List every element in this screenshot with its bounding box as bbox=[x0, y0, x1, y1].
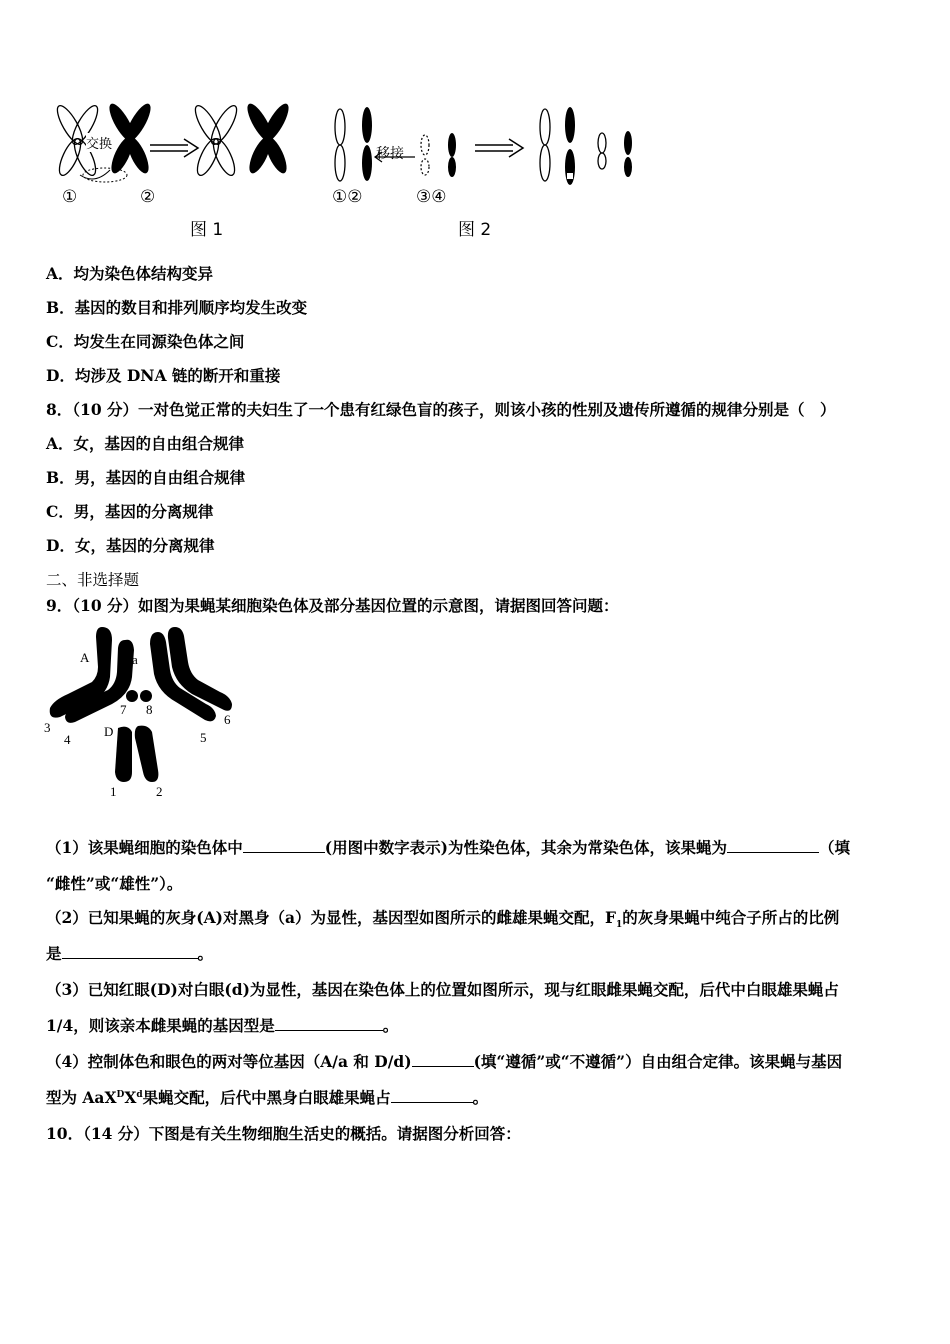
figure-2-caption: 图 2 bbox=[458, 220, 492, 240]
q7-option-b bbox=[46, 296, 307, 318]
q8-option-d bbox=[46, 534, 214, 556]
q9-part3-line1: （3）已知红眼(D)对白眼(d)为显性，基因在染色体上的位置如图所示，现与红眼雌果蝇交配，后代中白眼雄果蝇占 bbox=[46, 980, 839, 999]
text: 的灰身果蝇中纯合子所占的比例 bbox=[622, 908, 840, 927]
q9-part3-line2 bbox=[46, 1014, 398, 1036]
fly-chromosome-drawing bbox=[40, 622, 240, 802]
option-text: 均为染色体结构变异 bbox=[73, 264, 214, 283]
text: 型为 AaX bbox=[46, 1088, 117, 1107]
text: 。 bbox=[382, 1016, 399, 1035]
chromosome-number-2: 2 bbox=[156, 784, 163, 799]
superscript: D bbox=[116, 1089, 125, 1100]
q9-part2-line2 bbox=[46, 942, 213, 964]
chromosome-number-8: 8 bbox=[146, 702, 153, 717]
figure-1-number-1: ① bbox=[62, 187, 78, 207]
q8-option-a bbox=[46, 432, 244, 454]
gene-label-D: D bbox=[104, 724, 114, 739]
option-letter: D． bbox=[46, 536, 75, 555]
option-letter: A． bbox=[46, 434, 74, 453]
exchange-label: 交换 bbox=[86, 133, 112, 152]
figure-1-number-2: ② bbox=[140, 187, 156, 207]
option-letter: B． bbox=[46, 468, 75, 487]
gene-label-a: a bbox=[132, 652, 138, 667]
option-text: 均涉及 DNA 链的断开和重接 bbox=[74, 366, 281, 385]
answer-blank[interactable] bbox=[727, 838, 819, 853]
text: 是 bbox=[46, 944, 62, 963]
q7-option-a bbox=[46, 262, 213, 284]
q10-stem: 10．（14 分）下图是有关生物细胞生活史的概括。请据图分析回答： bbox=[46, 1124, 521, 1143]
text: 1/4，则该亲本雌果蝇的基因型是 bbox=[46, 1016, 275, 1035]
superscript: d bbox=[136, 1089, 143, 1100]
text: X bbox=[124, 1088, 137, 1107]
chromosome-number-5: 5 bbox=[200, 730, 207, 745]
q7-option-c bbox=[46, 330, 244, 352]
q8-option-c bbox=[46, 500, 213, 522]
q9-part1-line2: “雌性”或“雄性”）。 bbox=[46, 874, 183, 893]
chromosome-number-1: 1 bbox=[110, 784, 117, 799]
option-letter: D． bbox=[46, 366, 75, 385]
fly-chromosome-figure bbox=[40, 622, 240, 802]
chromosome-number-3: 3 bbox=[44, 720, 51, 735]
q9-stem: 9．（10 分）如图为果蝇某细胞染色体及部分基因位置的示意图，请据图回答问题： bbox=[46, 596, 619, 615]
option-letter: C． bbox=[46, 502, 74, 521]
option-text: 女，基因的分离规律 bbox=[74, 536, 215, 555]
option-text: 男，基因的分离规律 bbox=[73, 502, 214, 521]
option-text: 女，基因的自由组合规律 bbox=[73, 434, 245, 453]
figure-2 bbox=[330, 95, 650, 245]
text: （2）已知果蝇的灰身(A)对黑身（a）为显性，基因型如图所示的雌雄果蝇交配，F bbox=[46, 908, 617, 927]
option-text: 男，基因的自由组合规律 bbox=[74, 468, 246, 487]
text: (填“遵循”或“不遵循”）自由组合定律。该果蝇与基因 bbox=[473, 1052, 843, 1071]
option-text: 均发生在同源染色体之间 bbox=[73, 332, 245, 351]
option-letter: C． bbox=[46, 332, 74, 351]
q9-part2-line1 bbox=[46, 906, 839, 930]
q7-option-d bbox=[46, 364, 280, 386]
chromosome-number-6: 6 bbox=[224, 712, 231, 727]
text: （填 bbox=[818, 838, 850, 857]
section-heading: 二、非选择题 bbox=[46, 571, 140, 589]
answer-blank[interactable] bbox=[243, 838, 325, 853]
text: （4）控制体色和眼色的两对等位基因（A/a 和 D/d) bbox=[46, 1052, 412, 1071]
q8-option-b bbox=[46, 466, 245, 488]
figure-2-number-12: ①② bbox=[332, 187, 363, 207]
answer-blank[interactable] bbox=[412, 1052, 474, 1067]
text: 果蝇交配，后代中黑身白眼雄果蝇占 bbox=[142, 1088, 391, 1107]
option-text: 基因的数目和排列顺序均发生改变 bbox=[74, 298, 308, 317]
option-letter: B． bbox=[46, 298, 75, 317]
transfer-label: 移接 bbox=[376, 146, 404, 162]
q9-part1-line1 bbox=[46, 836, 850, 858]
figure-2-number-34: ③④ bbox=[416, 187, 447, 207]
chromosome-number-7: 7 bbox=[120, 702, 127, 717]
figure-1 bbox=[50, 95, 300, 245]
text: （1）该果蝇细胞的染色体中 bbox=[46, 838, 243, 857]
answer-blank[interactable] bbox=[62, 944, 198, 959]
figure-1-drawing bbox=[50, 95, 300, 215]
q9-part4-line2 bbox=[46, 1086, 488, 1108]
figure-1-caption: 图 1 bbox=[190, 220, 224, 240]
subscript: 1 bbox=[616, 920, 623, 931]
text: 。 bbox=[472, 1088, 489, 1107]
answer-blank[interactable] bbox=[275, 1016, 383, 1031]
option-letter: A． bbox=[46, 264, 74, 283]
chromosome-number-4: 4 bbox=[64, 732, 71, 747]
gene-label-A: A bbox=[80, 650, 90, 665]
text: (用图中数字表示)为性染色体，其余为常染色体，该果蝇为 bbox=[324, 838, 727, 857]
text: 。 bbox=[197, 944, 214, 963]
q9-part4-line1 bbox=[46, 1050, 842, 1072]
q8-stem: 8．（10 分）一对色觉正常的夫妇生了一个患有红绿色盲的孩子，则该小孩的性别及遗传所遵循的规律分别是（ ） bbox=[46, 400, 836, 419]
answer-blank[interactable] bbox=[391, 1088, 473, 1103]
